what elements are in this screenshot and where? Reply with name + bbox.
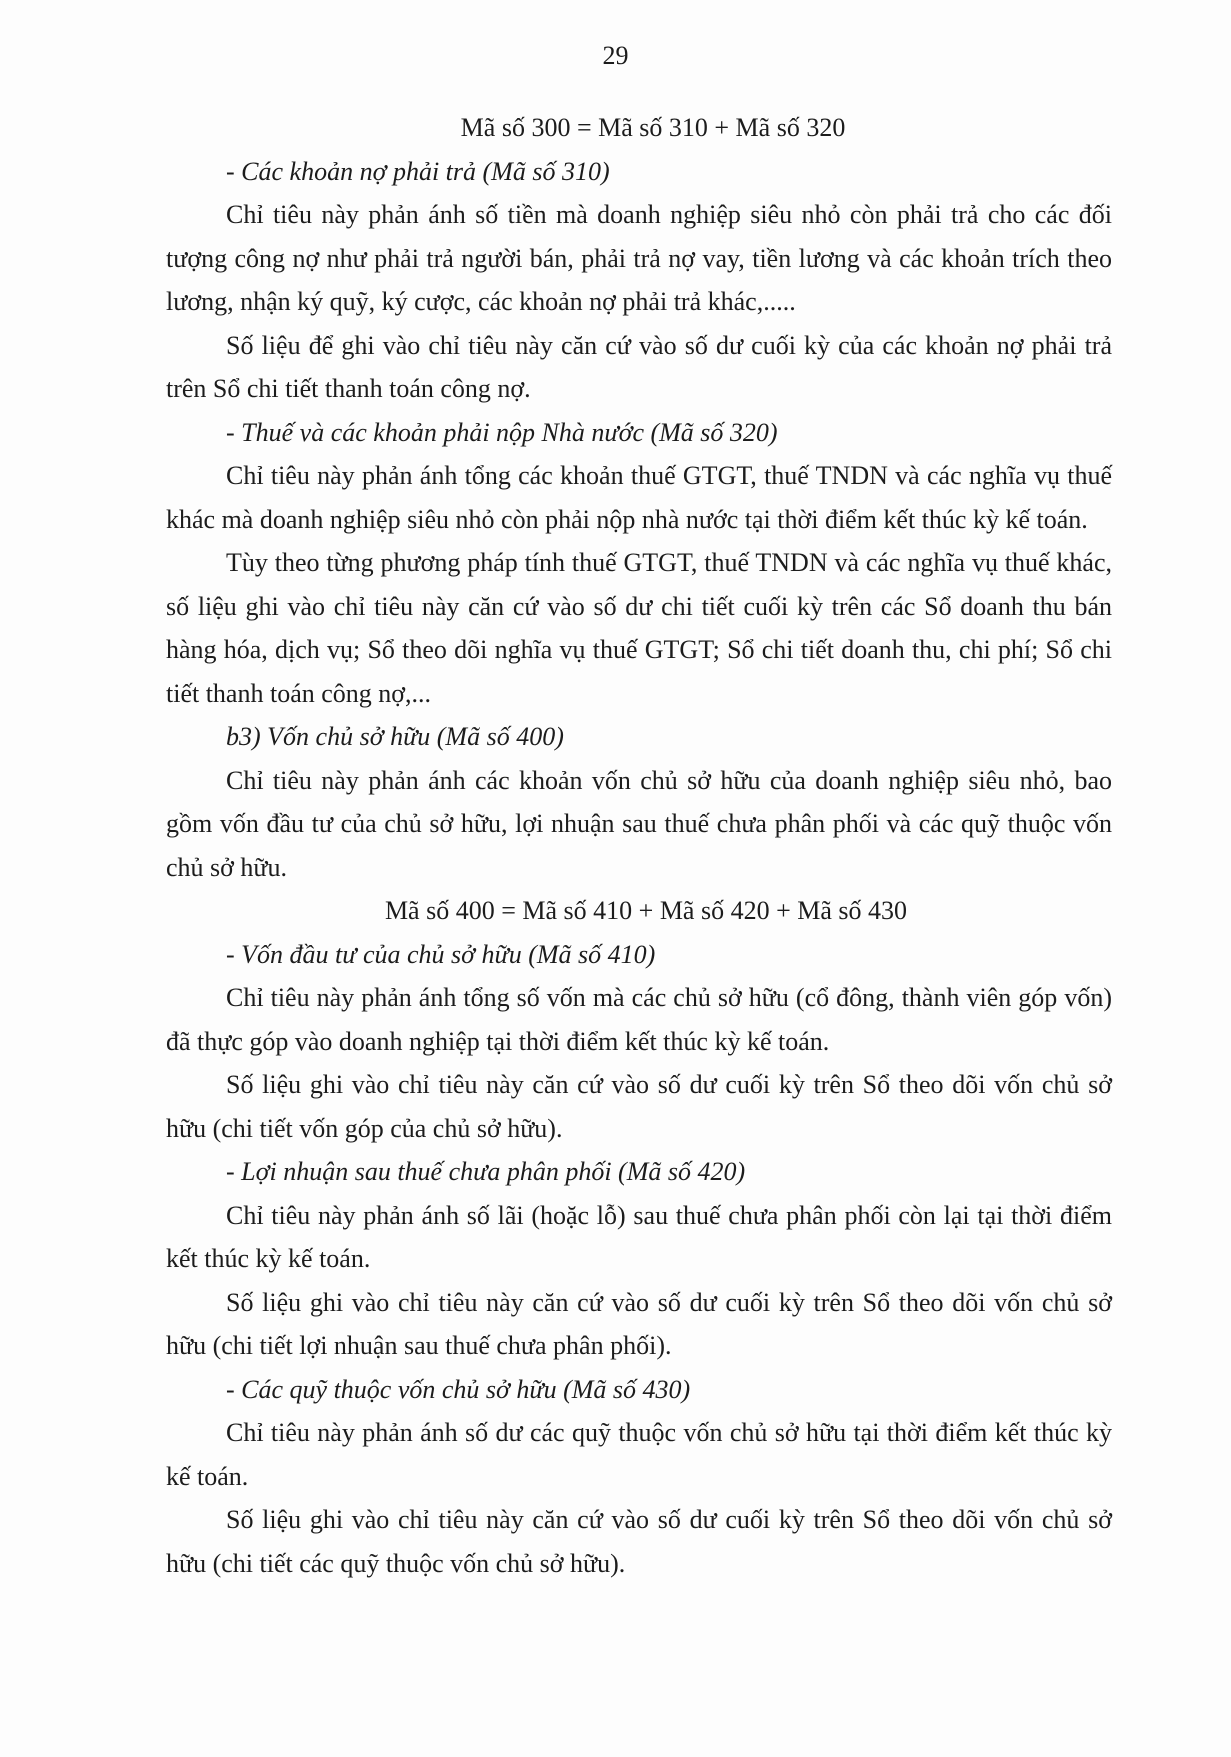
heading-ma-so-420: - Lợi nhuận sau thuế chưa phân phối (Mã số 420) [226, 1157, 746, 1186]
heading-ma-so-410: - Vốn đầu tư của chủ sở hữu (Mã số 410) [226, 939, 656, 969]
paragraph: Số liệu ghi vào chỉ tiêu này căn cứ vào số dư cuối kỳ trên Sổ theo dõi vốn chủ sở hữu (chi tiết vốn góp của chủ sở hữu). [166, 1070, 1112, 1143]
document-body [166, 106, 1112, 1585]
heading-ma-so-430: - Các quỹ thuộc vốn chủ sở hữu (Mã số 430) [226, 1374, 691, 1404]
formula-ma-so-400: Mã số 400 = Mã số 410 + Mã số 420 + Mã số 430 [384, 896, 908, 925]
paragraph: Chỉ tiêu này phản ánh số tiền mà doanh nghiệp siêu nhỏ còn phải trả cho các đối tượng công nợ như phải trả người bán, phải trả nợ vay, tiền lương và các khoản trích theo lương, nhận ký quỹ, ký cược, các khoản nợ phải trả khác,..... [166, 200, 1112, 316]
paragraph: Số liệu ghi vào chỉ tiêu này căn cứ vào số dư cuối kỳ trên Sổ theo dõi vốn chủ sở hữu (chi tiết lợi nhuận sau thuế chưa phân phối). [166, 1287, 1112, 1360]
paragraph: Chỉ tiêu này phản ánh số dư các quỹ thuộc vốn chủ sở hữu tại thời điểm kết thúc kỳ kế toán. [166, 1418, 1112, 1491]
paragraph: Số liệu ghi vào chỉ tiêu này căn cứ vào số dư cuối kỳ trên Sổ theo dõi vốn chủ sở hữu (chi tiết các quỹ thuộc vốn chủ sở hữu). [166, 1505, 1112, 1578]
heading-ma-so-320: - Thuế và các khoản phải nộp Nhà nước (Mã số 320) [226, 417, 778, 447]
paragraph: Chỉ tiêu này phản ánh tổng các khoản thuế GTGT, thuế TNDN và các nghĩa vụ thuế khác mà doanh nghiệp siêu nhỏ còn phải nộp nhà nước tại thời điểm kết thúc kỳ kế toán. [166, 461, 1112, 534]
paragraph: Chỉ tiêu này phản ánh số lãi (hoặc lỗ) sau thuế chưa phân phối còn lại tại thời điểm kết thúc kỳ kế toán. [166, 1200, 1112, 1273]
paragraph: Tùy theo từng phương pháp tính thuế GTGT, thuế TNDN và các nghĩa vụ thuế khác, số liệu ghi vào chỉ tiêu này căn cứ vào số dư chi tiết cuối kỳ trên các Sổ doanh thu bán hàng hóa, dịch vụ; Sổ theo dõi nghĩa vụ thuế GTGT; Sổ chi tiết doanh thu, chi phí; Sổ chi tiết thanh toán công nợ,... [166, 548, 1112, 708]
heading-ma-so-400: b3) Vốn chủ sở hữu (Mã số 400) [226, 722, 564, 751]
formula-ma-so-300: Mã số 300 = Mã số 310 + Mã số 320 [460, 113, 846, 142]
paragraph: Chỉ tiêu này phản ánh các khoản vốn chủ sở hữu của doanh nghiệp siêu nhỏ, bao gồm vốn đầu tư của chủ sở hữu, lợi nhuận sau thuế chưa phân phối và các quỹ thuộc vốn chủ sở hữu. [166, 765, 1112, 882]
paragraph: Số liệu để ghi vào chỉ tiêu này căn cứ vào số dư cuối kỳ của các khoản nợ phải trả trên Sổ chi tiết thanh toán công nợ. [166, 330, 1112, 403]
paragraph: Chỉ tiêu này phản ánh tổng số vốn mà các chủ sở hữu (cổ đông, thành viên góp vốn) đã thực góp vào doanh nghiệp tại thời điểm kết thúc kỳ kế toán. [166, 983, 1112, 1056]
heading-ma-so-310: - Các khoản nợ phải trả (Mã số 310) [226, 156, 610, 186]
page-number: 29 [602, 41, 629, 70]
